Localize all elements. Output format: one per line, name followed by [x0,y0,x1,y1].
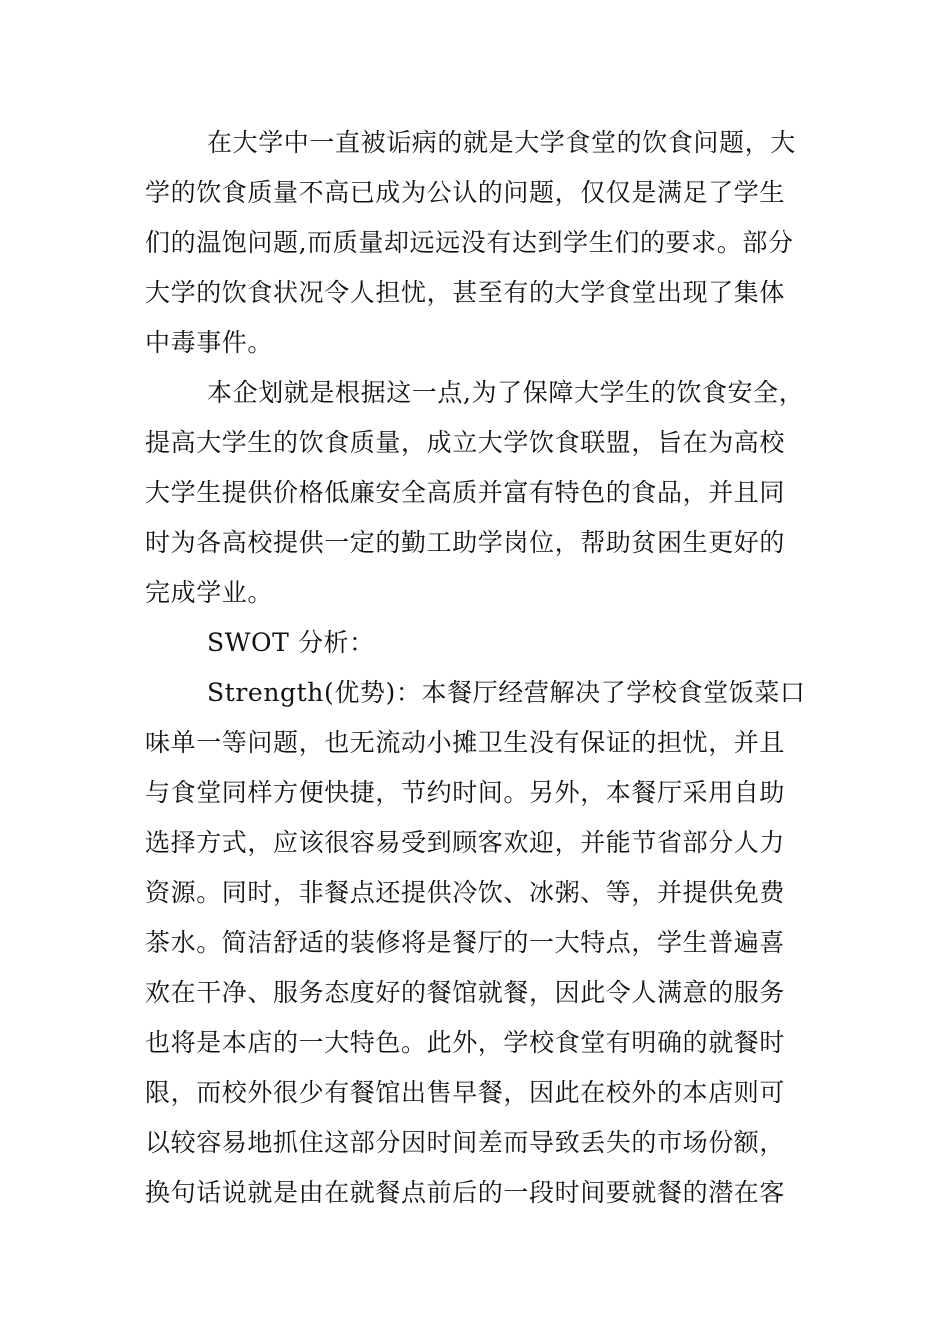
text-line: 提高大学生的饮食质量，成立大学饮食联盟，旨在为高校 [145,428,786,457]
text-line: 以较容易地抓住这部分因时间差而导致丢失的市场份额， [145,1128,786,1157]
text-line: 大学生提供价格低廉安全高质并富有特色的食品，并且同 [145,478,786,507]
text-line: 资源。同时，非餐点还提供冷饮、冰粥、等，并提供免费 [145,878,786,907]
text-line: 味单一等问题，也无流动小摊卫生没有保证的担忧，并且 [145,728,786,757]
text-line: 中毒事件。 [145,328,274,357]
text-line: 选择方式，应该很容易受到顾客欢迎，并能节省部分人力 [145,828,786,857]
text-line: 换句话说就是由在就餐点前后的一段时间要就餐的潜在客 [145,1178,786,1207]
paragraph [145,118,805,368]
text-line: 时为各高校提供一定的勤工助学岗位，帮助贫困生更好的 [145,528,786,557]
text-line: 茶水。简洁舒适的装修将是餐厅的一大特点，学生普遍喜 [145,928,786,957]
text-line: 学的饮食质量不高已成为公认的问题，仅仅是满足了学生 [145,178,786,207]
text-line: 大学的饮食状况令人担忧，甚至有的大学食堂出现了集体 [145,278,786,307]
paragraph [145,668,805,1218]
paragraph [145,618,805,668]
text-line: 与食堂同样方便快捷，节约时间。另外，本餐厅采用自助 [145,778,786,807]
text-line: 欢在干净、服务态度好的餐馆就餐，因此令人满意的服务 [145,978,786,1007]
text-line: 本企划就是根据这一点,为了保障大学生的饮食安全， [207,378,805,407]
document-body [145,118,805,1218]
text-line: 完成学业。 [145,578,274,607]
text-line: SWOT 分析： [207,628,375,657]
paragraph [145,368,805,618]
text-line: 在大学中一直被诟病的就是大学食堂的饮食问题，大 [207,128,796,157]
text-line: 们的温饱问题,而质量却远远没有达到学生们的要求。部分 [145,228,794,257]
text-line: 也将是本店的一大特色。此外，学校食堂有明确的就餐时 [145,1028,786,1057]
text-line: 限，而校外很少有餐馆出售早餐，因此在校外的本店则可 [145,1078,786,1107]
text-line: Strength(优势)：本餐厅经营解决了学校食堂饭菜口 [207,678,806,707]
